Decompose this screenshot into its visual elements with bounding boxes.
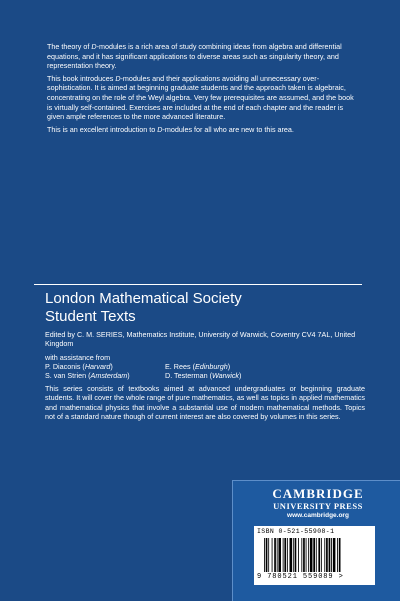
editorial-assistants <box>45 353 365 381</box>
publisher-logo-press: UNIVERSITY PRESS <box>273 501 363 511</box>
assistants-grid <box>45 362 365 380</box>
barcode-bar <box>337 538 338 572</box>
barcode-bar <box>266 538 268 572</box>
assistant-name: S. van Strien <box>45 371 87 381</box>
isbn-label: ISBN 0-521-55908-1 <box>257 528 335 535</box>
publisher-logo-name: CAMBRIDGE <box>272 486 364 501</box>
assistant-place: Edinburgh <box>194 362 228 372</box>
barcode-bar <box>308 538 309 572</box>
barcode-bar <box>324 538 325 572</box>
barcode-bar <box>277 538 278 572</box>
series-description: This series consists of textbooks aimed at advanced undergraduates or beginning graduate students. It will cover the whole range of pure mathematics, as well as topics in applied mathematics and mathematical physics that involve a substantial use of modern mathematical methods. Topics not of a standard nature though of current interest are also covered by volumes in this series. <box>45 384 365 422</box>
barcode-card <box>254 526 375 585</box>
barcode-bar <box>278 538 281 572</box>
barcode-bar <box>310 538 313 572</box>
barcode-bar <box>318 538 320 572</box>
barcode-bar <box>264 538 265 572</box>
assistant-name: E. Rees <box>165 362 191 372</box>
blurb-text: The theory of <box>47 42 92 51</box>
assistant-entry: D. Testerman (Warwick) <box>165 371 242 381</box>
barcode-bar <box>301 538 302 572</box>
blurb-term: D <box>157 124 163 134</box>
assistant-name: P. Diaconis <box>45 362 81 372</box>
blurb-text: -modules for all who are new to this area. <box>162 124 294 134</box>
blurb-paragraph-1 <box>47 42 357 71</box>
barcode-bar <box>290 538 293 572</box>
barcode-bar <box>272 538 273 572</box>
barcode-bar <box>268 538 269 572</box>
barcode-bar <box>326 538 328 572</box>
blurb-term: D <box>91 42 97 51</box>
publisher-url: www.cambridge.org <box>287 512 349 519</box>
barcode-bar <box>293 538 294 572</box>
assistants-intro: with assistance from <box>45 353 111 362</box>
series-title-line-1: London Mathematical Society <box>45 290 242 307</box>
barcode-bar <box>329 538 331 572</box>
assistant-entry: P. Diaconis (Harvard) <box>45 362 113 372</box>
blurb-paragraph-2 <box>47 74 357 122</box>
barcode-bar <box>313 538 315 572</box>
series-editor: Edited by C. M. SERIES, Mathematics Institute, University of Warwick, Coventry CV4 7AL, United Kingdom <box>45 330 356 349</box>
barcode-bar <box>306 538 307 572</box>
barcode-bar <box>339 538 341 572</box>
assistant-place: Harvard <box>84 362 111 372</box>
assistant-place: Amsterdam <box>90 371 128 381</box>
barcode-bar <box>295 538 297 572</box>
barcode-bar <box>274 538 276 572</box>
barcode-bar <box>321 538 322 572</box>
blurb-paragraph-3 <box>47 125 357 135</box>
barcode-bar <box>284 538 286 572</box>
blurb-text: -modules is a rich area of study combining ideas from algebra and differential equations, and it has significant applications to diverse areas such as singularity theory, and representation theory. <box>47 42 342 71</box>
series-title <box>45 290 365 326</box>
ean-digits: 9 780521 559089 > <box>257 573 344 581</box>
series-title-line-2: Student Texts <box>45 308 136 325</box>
barcode-bar <box>287 538 288 572</box>
assistant-place: Warwick <box>212 371 240 381</box>
assistant-name: D. Testerman <box>165 371 208 381</box>
barcode-bar <box>283 538 284 572</box>
barcode-bar <box>298 538 299 572</box>
blurb-text: This book introduces <box>47 73 116 83</box>
barcode-bar <box>331 538 332 572</box>
blurb-text: This is an excellent introduction to <box>47 124 158 134</box>
back-cover-blurb <box>47 42 357 137</box>
blurb-text: -modules and their applications avoiding all unnecessary over-sophistication. It is aimed at beginning graduate students and the approach taken is algebraic, concentrating on the role of the Weyl algebra. Very few prerequisites are assumed, and the book is virtually self-contained. Exercises are included at the end of each chapter and the reader is given ample references to the more advanced literature. <box>47 73 354 122</box>
assistant-entry: S. van Strien (Amsterdam) <box>45 371 130 381</box>
barcode-bar <box>303 538 305 572</box>
divider-rule <box>34 284 362 285</box>
assistant-entry: E. Rees (Edinburgh) <box>165 362 231 372</box>
barcode-bar <box>333 538 336 572</box>
barcode-bar <box>316 538 317 572</box>
blurb-term: D <box>115 73 121 83</box>
barcode-icon <box>264 538 366 572</box>
